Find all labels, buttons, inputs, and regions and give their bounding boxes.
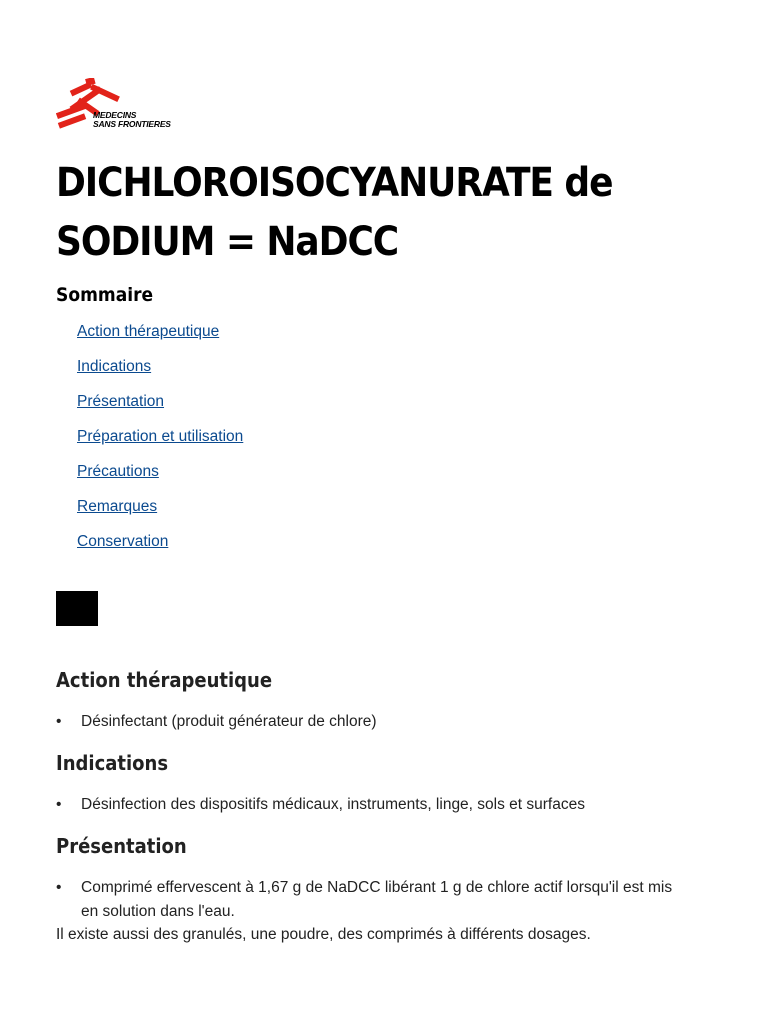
logo-text-line2: SANS FRONTIERES xyxy=(93,119,171,129)
section-heading-indications: Indications xyxy=(56,751,169,775)
section-heading-action-therapeutique: Action thérapeutique xyxy=(56,668,273,692)
toc-item xyxy=(77,321,243,356)
page-title xyxy=(56,154,632,272)
toc-link-conservation[interactable]: Conservation xyxy=(77,533,169,550)
toc-link-precautions[interactable]: Précautions xyxy=(77,463,159,480)
section-note: Il existe aussi des granulés, une poudre, des comprimés à différents dosages. xyxy=(56,926,591,943)
toc-link-remarques[interactable]: Remarques xyxy=(77,498,158,515)
logo-text-line1: MEDECINS xyxy=(93,110,137,120)
logo-text xyxy=(93,111,171,129)
toc-item xyxy=(77,356,243,391)
toc-link-action-therapeutique[interactable]: Action thérapeutique xyxy=(77,323,220,340)
list-item-text: Comprimé effervescent à 1,67 g de NaDCC libérant 1 g de chlore actif lorsqu'il est mis en solution dans l'eau. xyxy=(81,879,673,920)
page-title-line2: SODIUM = NaDCC xyxy=(56,219,399,265)
toc-item xyxy=(77,496,243,531)
toc-heading: Sommaire xyxy=(56,284,154,306)
list-item xyxy=(56,793,706,817)
bullet-marker: • xyxy=(56,713,62,730)
toc-link-indications[interactable]: Indications xyxy=(77,358,152,375)
section-heading-presentation: Présentation xyxy=(56,834,187,858)
toc-item xyxy=(77,461,243,496)
toc-link-presentation[interactable]: Présentation xyxy=(77,393,165,410)
page-title-line1: DICHLOROISOCYANURATE de xyxy=(56,160,613,206)
table-of-contents xyxy=(77,321,243,566)
image-placeholder-block xyxy=(56,591,98,626)
bullet-marker: • xyxy=(56,796,62,813)
list-item-text: Désinfectant (produit générateur de chlore) xyxy=(81,713,377,730)
list-item xyxy=(56,876,676,924)
bullet-marker: • xyxy=(56,879,62,896)
toc-item xyxy=(77,391,243,426)
toc-link-preparation[interactable]: Préparation et utilisation xyxy=(77,428,244,445)
msf-logo xyxy=(56,78,186,130)
toc-item xyxy=(77,531,243,566)
list-item-text: Désinfection des dispositifs médicaux, instruments, linge, sols et surfaces xyxy=(81,796,585,813)
list-item xyxy=(56,710,706,734)
toc-item xyxy=(77,426,243,461)
